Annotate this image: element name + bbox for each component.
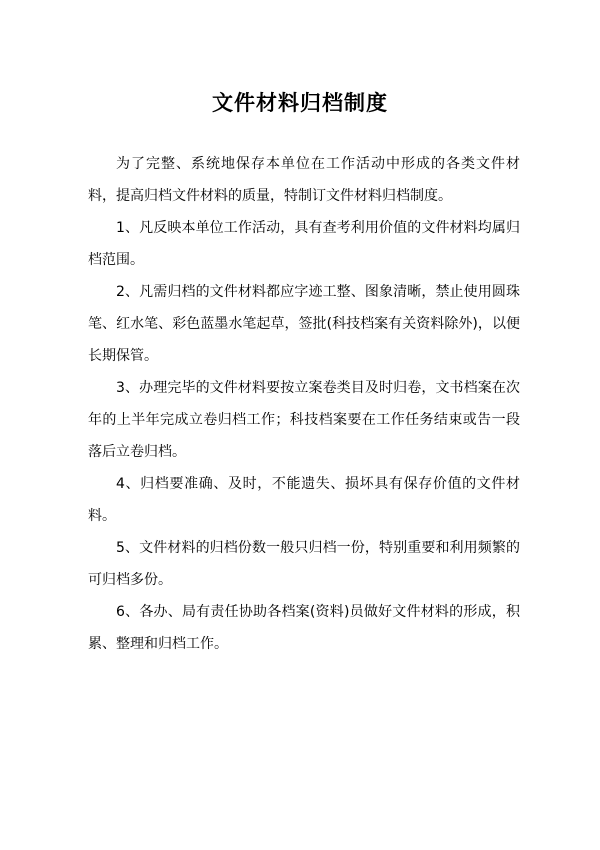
rule-paragraph-5: 5、文件材料的归档份数一般只归档一份，特别重要和利用频繁的可归档多份。 [88,540,520,588]
rule-paragraph-4: 4、归档要准确、及时，不能遗失、损坏具有保存价值的文件材料。 [88,476,520,524]
rule-paragraph-3: 3、办理完毕的文件材料要按立案卷类目及时归卷，文书档案在次年的上半年完成立卷归档工作；科技档案要在工作任务结束或告一段落后立卷归档。 [88,380,520,460]
rule-paragraph-2: 2、凡需归档的文件材料都应字迹工整、图象清晰，禁止使用圆珠笔、红水笔、彩色蓝墨水笔起草，签批(科技档案有关资料除外)，以便长期保管。 [88,284,520,364]
rule-paragraph-1: 1、凡反映本单位工作活动，具有查考利用价值的文件材料均属归档范围。 [88,220,520,268]
document-title: 文件材料归档制度 [212,91,388,115]
rule-paragraph-6: 6、各办、局有责任协助各档案(资料)员做好文件材料的形成，积累、整理和归档工作。 [88,604,520,652]
intro-paragraph: 为了完整、系统地保存本单位在工作活动中形成的各类文件材料，提高归档文件材料的质量，特制订文件材料归档制度。 [88,156,520,204]
document-body [88,148,520,660]
